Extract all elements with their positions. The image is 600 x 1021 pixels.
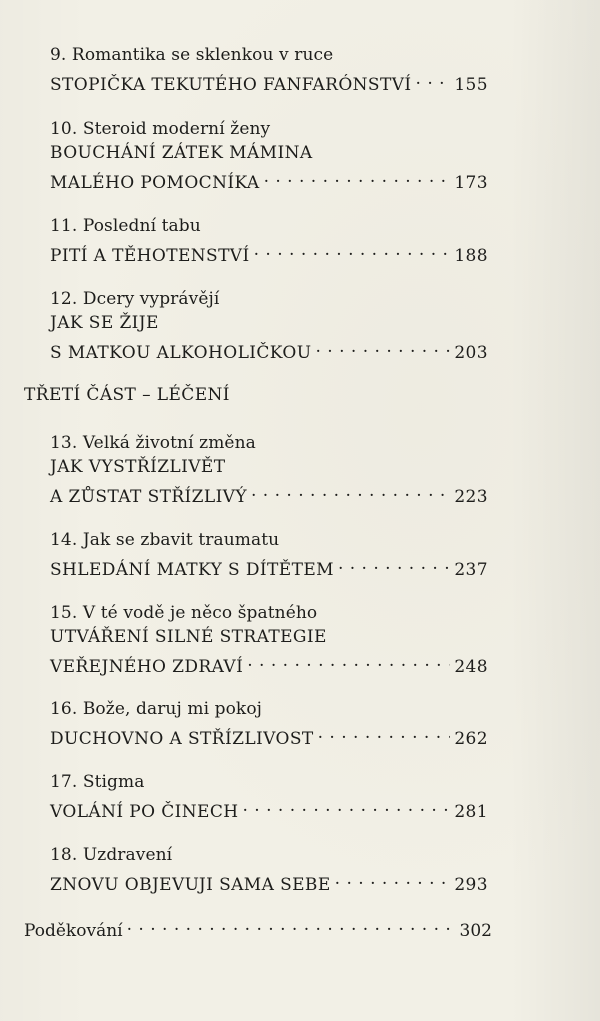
chapter-subtitle-line: VEŘEJNÉHO ZDRAVÍ . . . 248: [50, 650, 488, 672]
chapter-subtitle-line: PITÍ A TĚHOTENSTVÍ . . . 188: [50, 239, 488, 261]
chapter-subtitle-line: JAK VYSTŘÍZLIVĚT: [50, 457, 226, 477]
page-number: 293: [454, 875, 488, 895]
chapter-title: 14. Jak se zbavit traumatu: [50, 530, 280, 550]
page-number: 302: [459, 921, 492, 941]
chapter-title: 18. Uzdravení: [50, 845, 173, 865]
leader-dots: [416, 68, 451, 90]
leader-dots: [335, 868, 451, 890]
leader-dots: [254, 239, 451, 261]
page-number: 223: [454, 487, 488, 507]
chapter-title: 13. Velká životní změna: [50, 433, 256, 453]
page-number: 281: [454, 802, 488, 822]
chapter-title: 11. Poslední tabu: [50, 216, 201, 236]
chapter-subtitle-line: S MATKOU ALKOHOLIČKOU . . . 203: [50, 336, 488, 358]
chapter-title: 9. Romantika se sklenkou v ruce: [50, 45, 334, 65]
chapter-subtitle-line: ZNOVU OBJEVUJI SAMA SEBE . . . 293: [50, 868, 488, 890]
leader-dots: [315, 336, 450, 358]
chapter-subtitle-line: MALÉHO POMOCNÍKA . . . 173: [50, 166, 488, 188]
page-number: 237: [454, 560, 488, 580]
page-number: 262: [454, 729, 488, 749]
part-heading: TŘETÍ ČÁST – LÉČENÍ: [24, 385, 230, 405]
chapter-title: 10. Steroid moderní ženy: [50, 119, 271, 139]
page-number: 248: [454, 657, 488, 677]
chapter-subtitle-line: DUCHOVNO A STŘÍZLIVOST . . . 262: [50, 722, 488, 744]
chapter-title: 16. Bože, daruj mi pokoj: [50, 699, 263, 719]
leader-dots: [251, 480, 450, 502]
chapter-subtitle-line: BOUCHÁNÍ ZÁTEK MÁMINA: [50, 143, 313, 163]
chapter-subtitle-line: VOLÁNÍ PO ČINECH . . . 281: [50, 795, 488, 817]
leader-dots: [247, 650, 450, 672]
leader-dots: [318, 722, 451, 744]
chapter-subtitle-line: UTVÁŘENÍ SILNÉ STRATEGIE: [50, 627, 327, 647]
acknowledgements-line: Poděkování . . . 302: [24, 914, 492, 936]
leader-dots: [243, 795, 451, 817]
leader-dots: [127, 914, 456, 936]
chapter-subtitle-line: STOPIČKA TEKUTÉHO FANFARÓNSTVÍ . . . 155: [50, 68, 488, 90]
leader-dots: [264, 166, 451, 188]
chapter-subtitle-line: SHLEDÁNÍ MATKY S DÍTĚTEM . . . 237: [50, 553, 488, 575]
page-number: 173: [454, 173, 488, 193]
page-number: 188: [454, 246, 488, 266]
chapter-title: 12. Dcery vyprávějí: [50, 289, 220, 309]
leader-dots: [338, 553, 450, 575]
chapter-subtitle-line: A ZŮSTAT STŘÍZLIVÝ . . . 223: [50, 480, 488, 502]
chapter-subtitle-line: JAK SE ŽIJE: [50, 313, 159, 333]
chapter-title: 17. Stigma: [50, 772, 145, 792]
chapter-title: 15. V té vodě je něco špatného: [50, 603, 318, 623]
page-number: 155: [454, 75, 488, 95]
page-number: 203: [454, 343, 488, 363]
